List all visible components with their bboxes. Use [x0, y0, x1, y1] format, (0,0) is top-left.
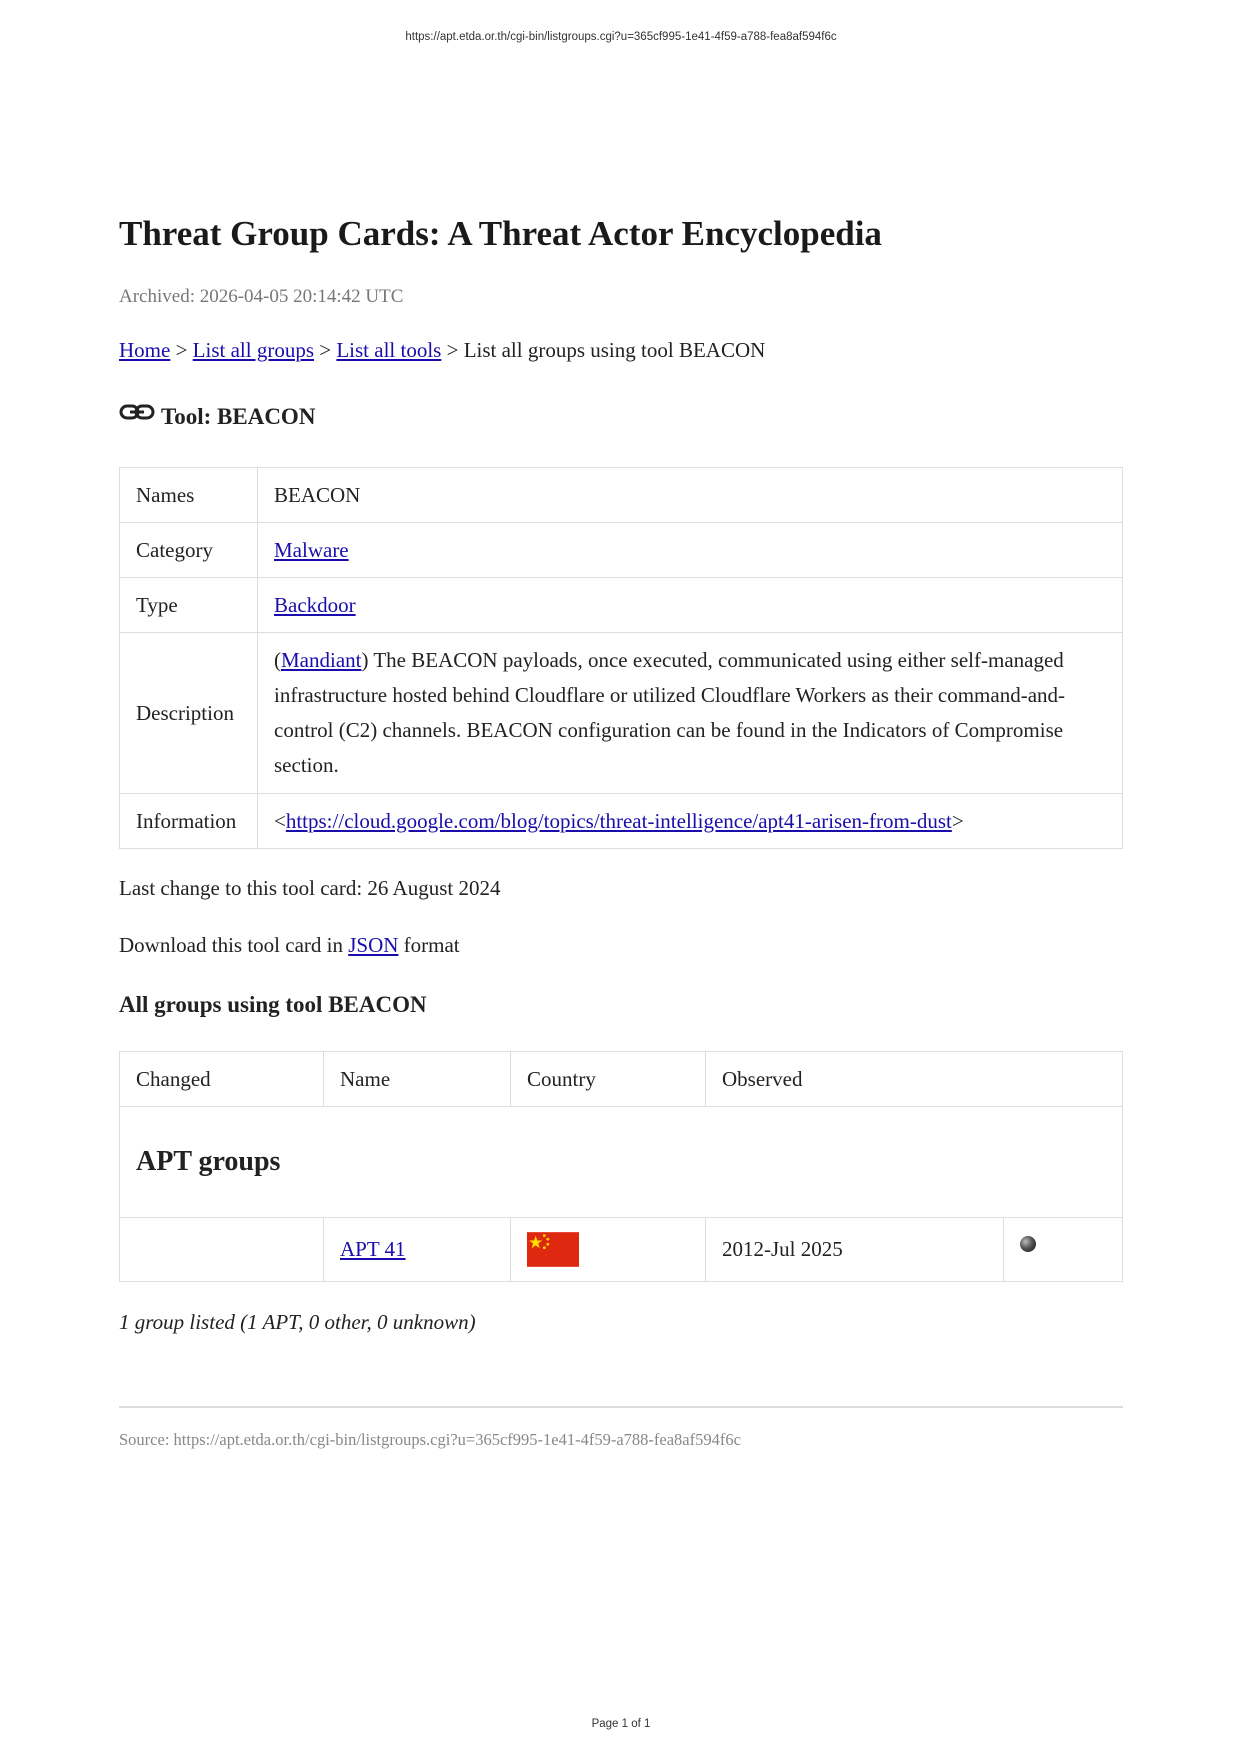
- information-link[interactable]: https://cloud.google.com/blog/topics/threat-intelligence/apt41-arisen-from-dust: [285, 808, 952, 833]
- json-download-link[interactable]: JSON: [348, 933, 399, 957]
- tool-category-cell: [258, 523, 1123, 578]
- column-header-name: Name: [324, 1052, 511, 1107]
- breadcrumb-current: List all groups using tool BEACON: [463, 338, 766, 362]
- table-row: [120, 1218, 1123, 1282]
- breadcrumb-home-link[interactable]: Home: [119, 338, 171, 362]
- section-title: APT groups: [120, 1107, 1123, 1218]
- groups-table: [119, 1051, 1123, 1282]
- tool-row-names: [120, 468, 1123, 523]
- breadcrumb-list-groups-link[interactable]: List all groups: [192, 338, 314, 362]
- groups-header-row: [120, 1052, 1123, 1107]
- breadcrumb-separator: >: [175, 338, 188, 362]
- tool-names-value: BEACON: [258, 468, 1123, 523]
- groups-heading: All groups using tool BEACON: [119, 992, 427, 1017]
- group-observed: 2012-Jul 2025: [706, 1218, 1004, 1282]
- footer-divider: [119, 1406, 1123, 1408]
- download-suffix: format: [403, 933, 460, 957]
- print-header-url: https://apt.etda.or.th/cgi-bin/listgroups.cgi?u=365cf995-1e41-4f59-a788-fea8af594f6c: [405, 31, 837, 43]
- tool-info-table: [119, 467, 1123, 849]
- china-flag-icon: [527, 1232, 579, 1267]
- information-gt: >: [951, 808, 964, 833]
- tool-label: Information: [120, 794, 258, 849]
- information-lt: <: [274, 808, 286, 833]
- tool-label: Category: [120, 523, 258, 578]
- group-changed: [120, 1218, 324, 1282]
- category-link[interactable]: Malware: [274, 537, 349, 562]
- description-text: ) The BEACON payloads, once executed, communicated using either self-managed infrastructure hosted behind Cloudflare or utilized Cloudflare Workers as their command-and-control (C2) channels. BEACON configuration can be found in the Indicators of Compromise section.: [274, 648, 1066, 777]
- breadcrumb-list-tools-link[interactable]: List all tools: [336, 338, 442, 362]
- tool-type-cell: [258, 578, 1123, 633]
- tool-label: Type: [120, 578, 258, 633]
- type-link[interactable]: Backdoor: [274, 592, 356, 617]
- breadcrumb: [119, 338, 765, 363]
- page-number: Page 1 of 1: [591, 1718, 651, 1730]
- tool-row-category: [120, 523, 1123, 578]
- download-line: [119, 933, 460, 958]
- mandiant-source-link[interactable]: Mandiant: [281, 648, 362, 672]
- tool-row-description: [120, 633, 1123, 794]
- groups-summary: 1 group listed (1 APT, 0 other, 0 unknown): [119, 1310, 476, 1334]
- tool-row-type: [120, 578, 1123, 633]
- link-icon: [119, 400, 155, 426]
- last-change-text: Last change to this tool card: 26 August 2024: [119, 876, 501, 900]
- source-url: Source: https://apt.etda.or.th/cgi-bin/listgroups.cgi?u=365cf995-1e41-4f59-a788-fea8af594f6c: [119, 1430, 741, 1449]
- column-header-country: Country: [511, 1052, 706, 1107]
- group-name-link[interactable]: APT 41: [340, 1237, 406, 1261]
- tool-description-cell: [258, 633, 1123, 794]
- tool-information-cell: [258, 794, 1123, 849]
- group-status-cell: [1004, 1218, 1123, 1282]
- archived-timestamp: Archived: 2026-04-05 20:14:42 UTC: [119, 286, 404, 307]
- group-country-cell: [511, 1218, 706, 1282]
- black-dot-icon: [1020, 1236, 1036, 1252]
- tool-label: Description: [120, 633, 258, 794]
- column-header-observed: Observed: [706, 1052, 1123, 1107]
- breadcrumb-separator: >: [319, 338, 332, 362]
- breadcrumb-separator: >: [446, 338, 459, 362]
- description-open-paren: (: [274, 648, 281, 672]
- group-name-cell: [324, 1218, 511, 1282]
- tool-label: Names: [120, 468, 258, 523]
- download-prefix: Download this tool card in: [119, 933, 343, 957]
- section-row: [120, 1107, 1123, 1218]
- tool-row-information: [120, 794, 1123, 849]
- tool-heading-text: Tool: BEACON: [161, 404, 316, 429]
- page-title: Threat Group Cards: A Threat Actor Encyclopedia: [119, 214, 882, 253]
- tool-heading: [119, 400, 315, 430]
- column-header-changed: Changed: [120, 1052, 324, 1107]
